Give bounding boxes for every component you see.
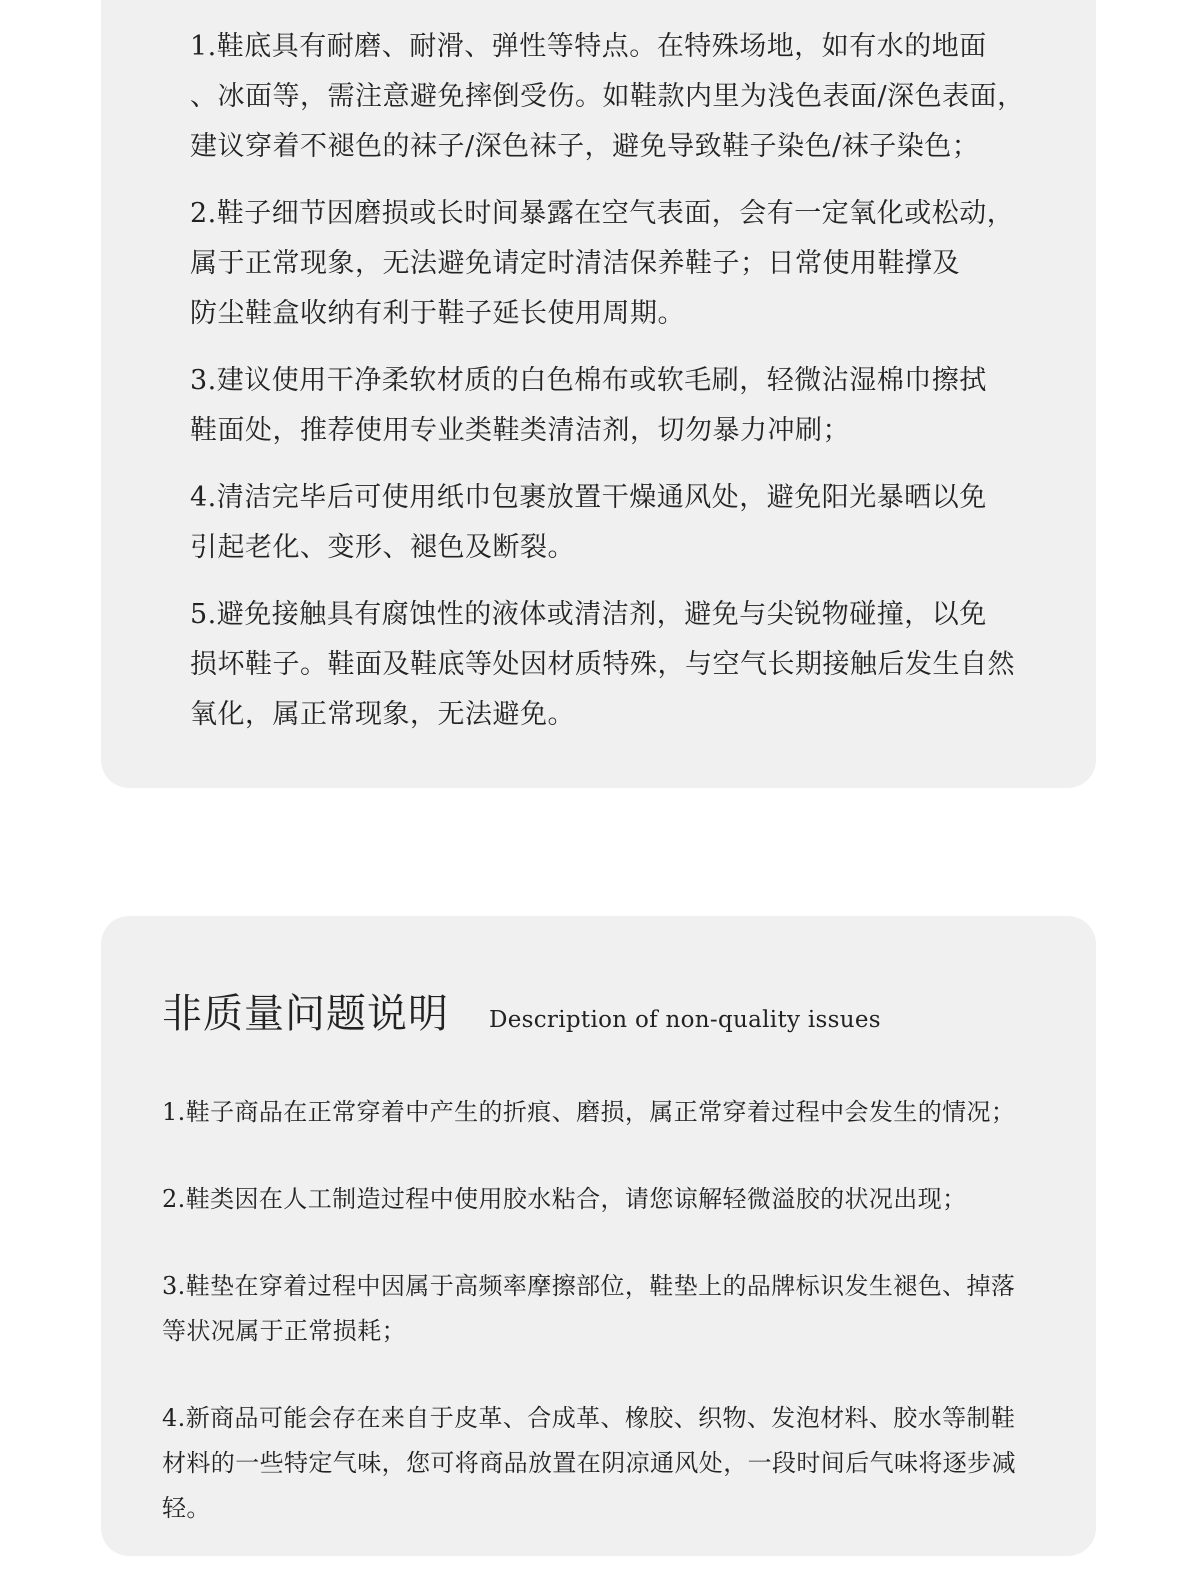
care-item-5: 5.避免接触具有腐蚀性的液体或清洁剂，避免与尖锐物碰撞，以免 损坏鞋子。鞋面及鞋底等处因材质特殊，与空气长期接触后发生自然 氧化，属正常现象，无法避免。 bbox=[190, 599, 1015, 730]
non-quality-item-4: 4.新商品可能会存在来自于皮革、合成革、橡胶、织物、发泡材料、胶水等制鞋 材料的一些特定气味，您可将商品放置在阴凉通风处，一段时间后气味将逐步减 轻。 bbox=[162, 1404, 1016, 1522]
care-item-2: 2.鞋子细节因磨损或长时间暴露在空气表面，会有一定氧化或松动， 属于正常现象，无法避免请定时清洁保养鞋子；日常使用鞋撑及 防尘鞋盒收纳有利于鞋子延长使用周期。 bbox=[190, 198, 1015, 329]
care-item-1: 1.鞋底具有耐磨、耐滑、弹性等特点。在特殊场地，如有水的地面 、冰面等，需注意避免摔倒受伤。如鞋款内里为浅色表面/深色表面， 建议穿着不褪色的袜子/深色袜子，避免导致鞋子染色/袜子染色； bbox=[190, 31, 1025, 162]
section-subtitle: Description of non-quality issues bbox=[489, 1007, 881, 1033]
non-quality-issues-list bbox=[162, 1090, 1042, 1573]
section-title: 非质量问题说明 bbox=[162, 991, 449, 1037]
non-quality-item-2: 2.鞋类因在人工制造过程中使用胶水粘合，请您谅解轻微溢胶的状况出现； bbox=[162, 1185, 967, 1213]
care-instructions-card bbox=[101, 0, 1096, 788]
non-quality-item-3: 3.鞋垫在穿着过程中因属于高频率摩擦部位，鞋垫上的品牌标识发生褪色、掉落 等状况属于正常损耗； bbox=[162, 1272, 1016, 1345]
care-item-4: 4.清洁完毕后可使用纸巾包裹放置干燥通风处，避免阳光暴晒以免 引起老化、变形、褪色及断裂。 bbox=[190, 482, 987, 563]
non-quality-issues-card bbox=[101, 916, 1096, 1556]
section-header bbox=[162, 982, 1062, 1042]
care-instructions-list bbox=[190, 22, 1060, 757]
non-quality-item-1: 1.鞋子商品在正常穿着中产生的折痕、磨损，属正常穿着过程中会发生的情况； bbox=[162, 1098, 1016, 1126]
care-item-3: 3.建议使用干净柔软材质的白色棉布或软毛刷，轻微沾湿棉巾擦拭 鞋面处，推荐使用专业类鞋类清洁剂，切勿暴力冲刷； bbox=[190, 365, 987, 446]
